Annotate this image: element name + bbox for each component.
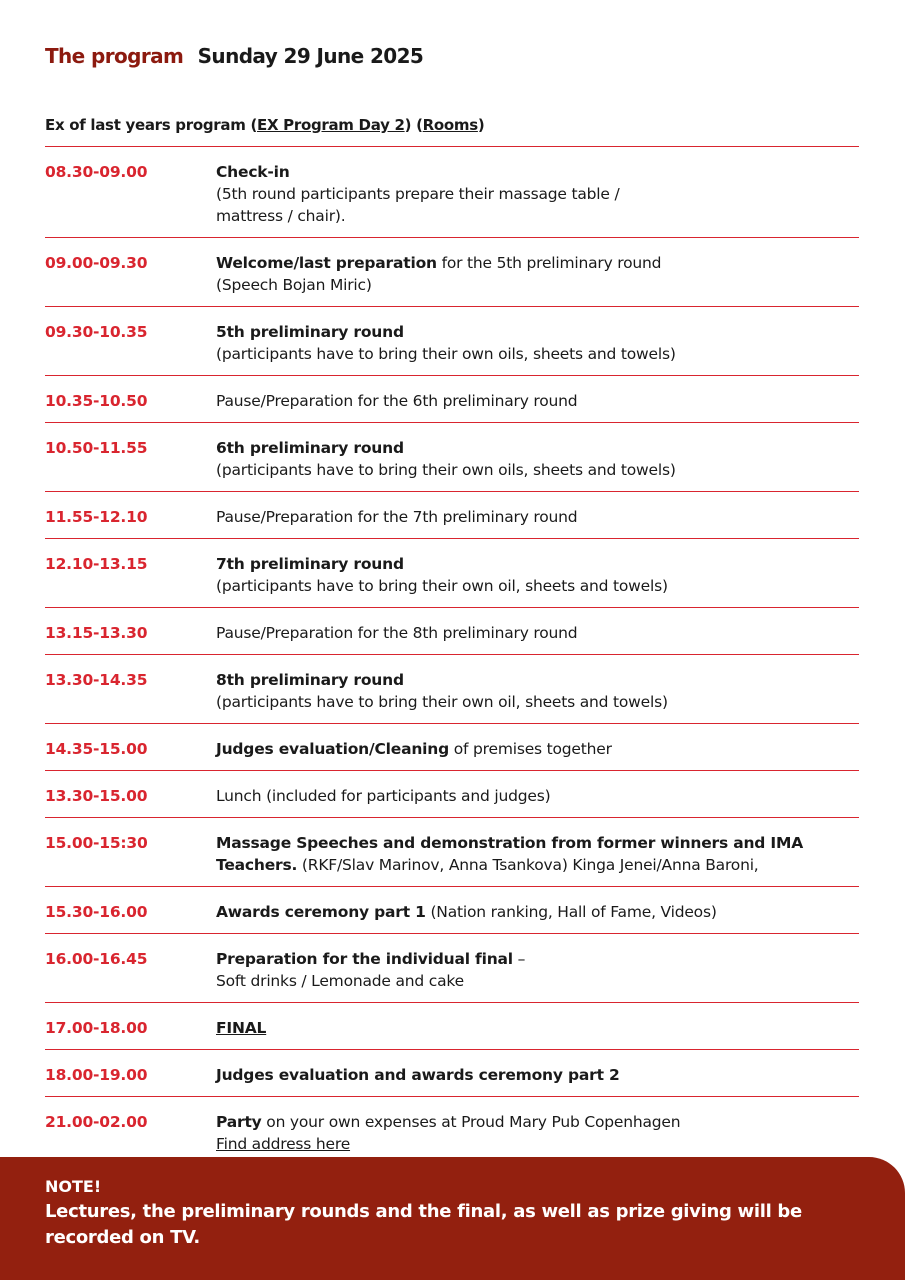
schedule-row — [45, 1050, 859, 1097]
row-text: – — [512, 950, 526, 968]
row-title: Awards ceremony part 1 — [216, 903, 426, 921]
schedule-row — [45, 539, 859, 608]
schedule-row — [45, 492, 859, 539]
row-time: 14.35-15.00 — [45, 740, 148, 758]
row-time: 15.00-15:30 — [45, 834, 148, 852]
subheading-mid: ) ( — [404, 116, 423, 134]
schedule-row — [45, 1003, 859, 1050]
row-description — [216, 948, 859, 992]
schedule-row — [45, 887, 859, 934]
row-description — [216, 1064, 859, 1086]
program-date: Sunday 29 June 2025 — [197, 44, 424, 68]
program-subheading — [45, 116, 484, 134]
page-title — [45, 44, 423, 68]
find-address-link[interactable]: Find address here — [216, 1135, 351, 1153]
row-time: 16.00-16.45 — [45, 950, 148, 968]
row-detail: Soft drinks / Lemonade and cake — [216, 972, 464, 990]
row-title: Preparation for the individual final — [216, 950, 513, 968]
row-detail: (participants have to bring their own oils, sheets and towels) — [216, 345, 676, 363]
ex-program-day2-link[interactable]: EX Program Day 2 — [257, 116, 405, 134]
row-text: Pause/Preparation for the 8th preliminary round — [216, 624, 578, 642]
row-detail: (participants have to bring their own oils, sheets and towels) — [216, 461, 676, 479]
note-banner — [0, 1157, 905, 1280]
row-time: 13.30-14.35 — [45, 671, 148, 689]
final-link[interactable]: FINAL — [216, 1019, 267, 1037]
schedule-row — [45, 238, 859, 307]
row-description — [216, 437, 859, 481]
row-detail: (5th round participants prepare their massage table / — [216, 185, 620, 203]
rooms-link[interactable]: Rooms — [422, 116, 478, 134]
row-title-2: Teachers. — [216, 856, 298, 874]
row-detail: (RKF/Slav Marinov, Anna Tsankova) Kinga Jenei/Anna Baroni, — [297, 856, 759, 874]
schedule-row — [45, 1097, 859, 1165]
row-time: 21.00-02.00 — [45, 1113, 148, 1131]
row-description — [216, 785, 859, 807]
row-description — [216, 161, 859, 227]
row-text: of premises together — [449, 740, 612, 758]
row-time: 18.00-19.00 — [45, 1066, 148, 1084]
subheading-suffix: ) — [477, 116, 485, 134]
note-text-line-2: recorded on TV. — [45, 1227, 200, 1248]
schedule-row — [45, 147, 859, 238]
row-time: 10.50-11.55 — [45, 439, 148, 457]
row-description — [216, 738, 859, 760]
row-description — [216, 553, 859, 597]
row-title: Massage Speeches and demonstration from former winners and IMA — [216, 834, 803, 852]
row-detail-2: mattress / chair). — [216, 207, 346, 225]
brand-title: The program — [45, 44, 184, 68]
row-description — [216, 901, 859, 923]
row-title: 8th preliminary round — [216, 671, 404, 689]
note-text-line-1: Lectures, the preliminary rounds and the final, as well as prize giving will be — [45, 1201, 802, 1222]
row-text: Lunch (included for participants and judges) — [216, 787, 551, 805]
row-text: for the 5th preliminary round — [436, 254, 662, 272]
row-detail: (Speech Bojan Miric) — [216, 276, 372, 294]
row-time: 13.30-15.00 — [45, 787, 148, 805]
row-description — [216, 252, 859, 296]
row-description — [216, 832, 859, 876]
row-title: 5th preliminary round — [216, 323, 404, 341]
schedule-row — [45, 376, 859, 423]
note-title: NOTE! — [45, 1177, 102, 1196]
row-description — [216, 321, 859, 365]
row-time: 10.35-10.50 — [45, 392, 148, 410]
schedule-row — [45, 655, 859, 724]
row-title: 6th preliminary round — [216, 439, 404, 457]
row-description — [216, 669, 859, 713]
row-time: 09.30-10.35 — [45, 323, 148, 341]
row-text: Pause/Preparation for the 7th preliminary round — [216, 508, 578, 526]
row-title: 7th preliminary round — [216, 555, 404, 573]
row-time: 17.00-18.00 — [45, 1019, 148, 1037]
row-text: Pause/Preparation for the 6th preliminary round — [216, 392, 578, 410]
row-time: 15.30-16.00 — [45, 903, 148, 921]
schedule-row — [45, 818, 859, 887]
row-detail: (participants have to bring their own oil, sheets and towels) — [216, 693, 668, 711]
subheading-prefix: Ex of last years program ( — [45, 116, 258, 134]
schedule-row — [45, 724, 859, 771]
schedule-table — [45, 146, 859, 1165]
row-description — [216, 1111, 859, 1155]
row-text: (Nation ranking, Hall of Fame, Videos) — [425, 903, 717, 921]
row-description — [216, 622, 859, 644]
row-title: Welcome/last preparation — [216, 254, 437, 272]
row-description — [216, 506, 859, 528]
row-time: 09.00-09.30 — [45, 254, 148, 272]
row-time: 12.10-13.15 — [45, 555, 148, 573]
row-description — [216, 390, 859, 412]
row-title: Check-in — [216, 163, 290, 181]
row-time: 11.55-12.10 — [45, 508, 148, 526]
schedule-row — [45, 307, 859, 376]
schedule-row — [45, 608, 859, 655]
row-text: on your own expenses at Proud Mary Pub Copenhagen — [261, 1113, 681, 1131]
schedule-row — [45, 423, 859, 492]
row-detail: (participants have to bring their own oil, sheets and towels) — [216, 577, 668, 595]
row-description — [216, 1017, 859, 1039]
row-title: Judges evaluation and awards ceremony part 2 — [216, 1066, 620, 1084]
row-time: 13.15-13.30 — [45, 624, 148, 642]
row-title: Party — [216, 1113, 262, 1131]
schedule-row — [45, 771, 859, 818]
row-time: 08.30-09.00 — [45, 163, 148, 181]
schedule-row — [45, 934, 859, 1003]
row-title: Judges evaluation/Cleaning — [216, 740, 450, 758]
